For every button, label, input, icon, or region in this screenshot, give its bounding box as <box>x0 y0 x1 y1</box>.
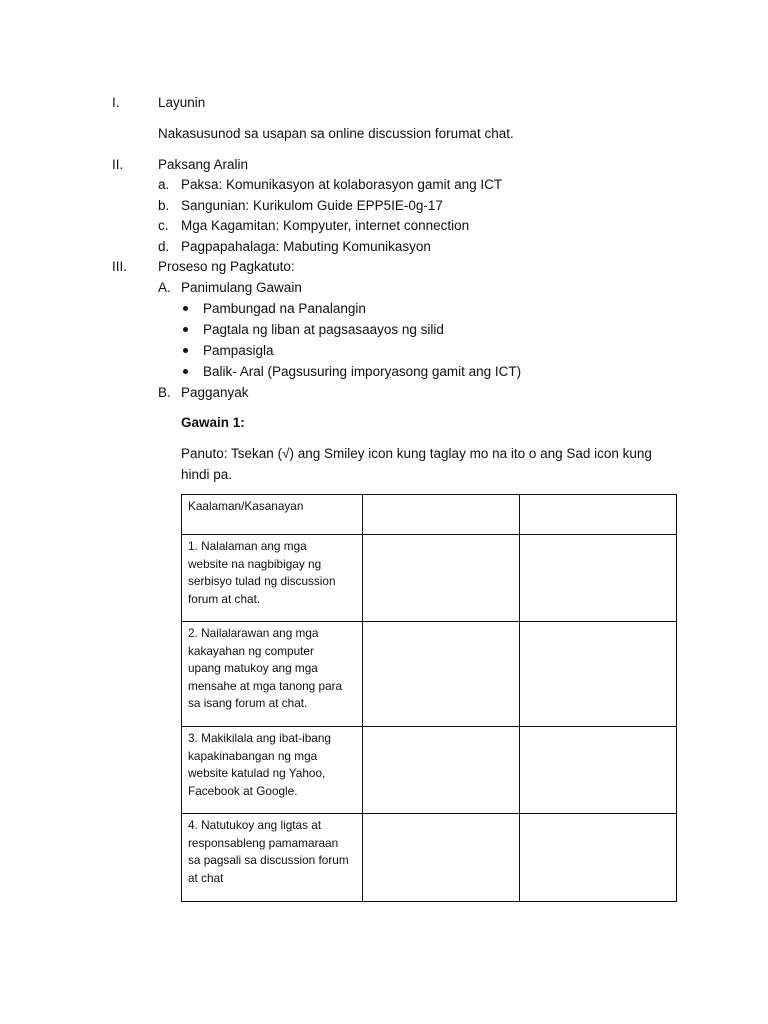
activity-title: Gawain 1: <box>181 415 245 430</box>
objective-text: Nakasusunod sa usapan sa online discussion forumat chat. <box>158 126 514 141</box>
skill-cell <box>182 727 363 814</box>
sad-check-cell[interactable] <box>520 535 677 622</box>
table-row <box>182 622 677 727</box>
instruction-line-1: Panuto: Tsekan (√) ang Smiley icon kung taglay mo na ito o ang Sad icon kung <box>181 446 652 461</box>
table-row <box>182 814 677 902</box>
skill-text: 1. Nalalaman ang mga website na nagbibigay ng serbisyo tulad ng discussion forum at chat. <box>188 539 336 606</box>
smiley-check-cell[interactable] <box>363 814 520 902</box>
part-a-marker: A. <box>158 280 171 295</box>
list-marker-b: b. <box>158 198 170 213</box>
table-row <box>182 535 677 622</box>
smiley-check-cell[interactable] <box>363 727 520 814</box>
part-b-marker: B. <box>158 385 171 400</box>
section-1-numeral: I. <box>112 95 120 110</box>
sad-check-cell[interactable] <box>520 814 677 902</box>
skill-cell <box>182 622 363 727</box>
list-marker-d: d. <box>158 239 170 254</box>
smiley-check-cell[interactable] <box>363 535 520 622</box>
list-item-paksa: Paksa: Komunikasyon at kolaborasyon gamit ang ICT <box>181 177 503 192</box>
part-a-heading: Panimulang Gawain <box>181 280 302 295</box>
bullet-icon <box>183 306 188 311</box>
smiley-column-header[interactable] <box>363 495 520 535</box>
bullet-icon <box>183 369 188 374</box>
table-header-row <box>182 495 677 535</box>
bullet-icon <box>183 327 188 332</box>
skill-text: 3. Makikilala ang ibat-ibang kapakinabangan ng mga website katulad ng Yahoo, Facebook at Google. <box>188 731 331 798</box>
list-item-sangunian: Sangunian: Kurikulom Guide EPP5IE-0g-17 <box>181 198 443 213</box>
skill-text: 4. Natutukoy ang ligtas at responsableng pamamaraan sa pagsali sa discussion forum at chat <box>188 818 349 885</box>
bullet-item-balik-aral: Balik- Aral (Pagsusuring imporyasong gamit ang ICT) <box>203 364 522 379</box>
sad-column-header[interactable] <box>520 495 677 535</box>
skill-cell <box>182 814 363 902</box>
list-marker-c: c. <box>158 218 169 233</box>
skill-text: 2. Nailalarawan ang mga kakayahan ng computer upang matukoy ang mga mensahe at mga tanong para sa isang forum at chat. <box>188 626 343 710</box>
bullet-item-pampasigla: Pampasigla <box>203 343 274 358</box>
section-2-numeral: II. <box>112 157 124 172</box>
smiley-check-cell[interactable] <box>363 622 520 727</box>
bullet-icon <box>183 348 188 353</box>
list-marker-a: a. <box>158 177 170 192</box>
section-2-heading: Paksang Aralin <box>158 157 249 172</box>
part-b-heading: Pagganyak <box>181 385 249 400</box>
sad-check-cell[interactable] <box>520 727 677 814</box>
skill-cell <box>182 535 363 622</box>
table-header-cell <box>182 495 363 535</box>
section-3-numeral: III. <box>112 259 128 274</box>
sad-check-cell[interactable] <box>520 622 677 727</box>
table-row <box>182 727 677 814</box>
checklist-table <box>181 494 677 902</box>
instruction-line-2: hindi pa. <box>181 467 233 482</box>
section-3-heading: Proseso ng Pagkatuto: <box>158 259 295 274</box>
list-item-pagpapahalaga: Pagpapahalaga: Mabuting Komunikasyon <box>181 239 431 254</box>
bullet-item-pagtala: Pagtala ng liban at pagsasaayos ng silid <box>203 322 444 337</box>
table-header-label: Kaalaman/Kasanayan <box>188 499 304 513</box>
section-1-heading: Layunin <box>158 95 206 110</box>
list-item-kagamitan: Mga Kagamitan: Kompyuter, internet connection <box>181 218 470 233</box>
bullet-item-panalangin: Pambungad na Panalangin <box>203 301 366 316</box>
